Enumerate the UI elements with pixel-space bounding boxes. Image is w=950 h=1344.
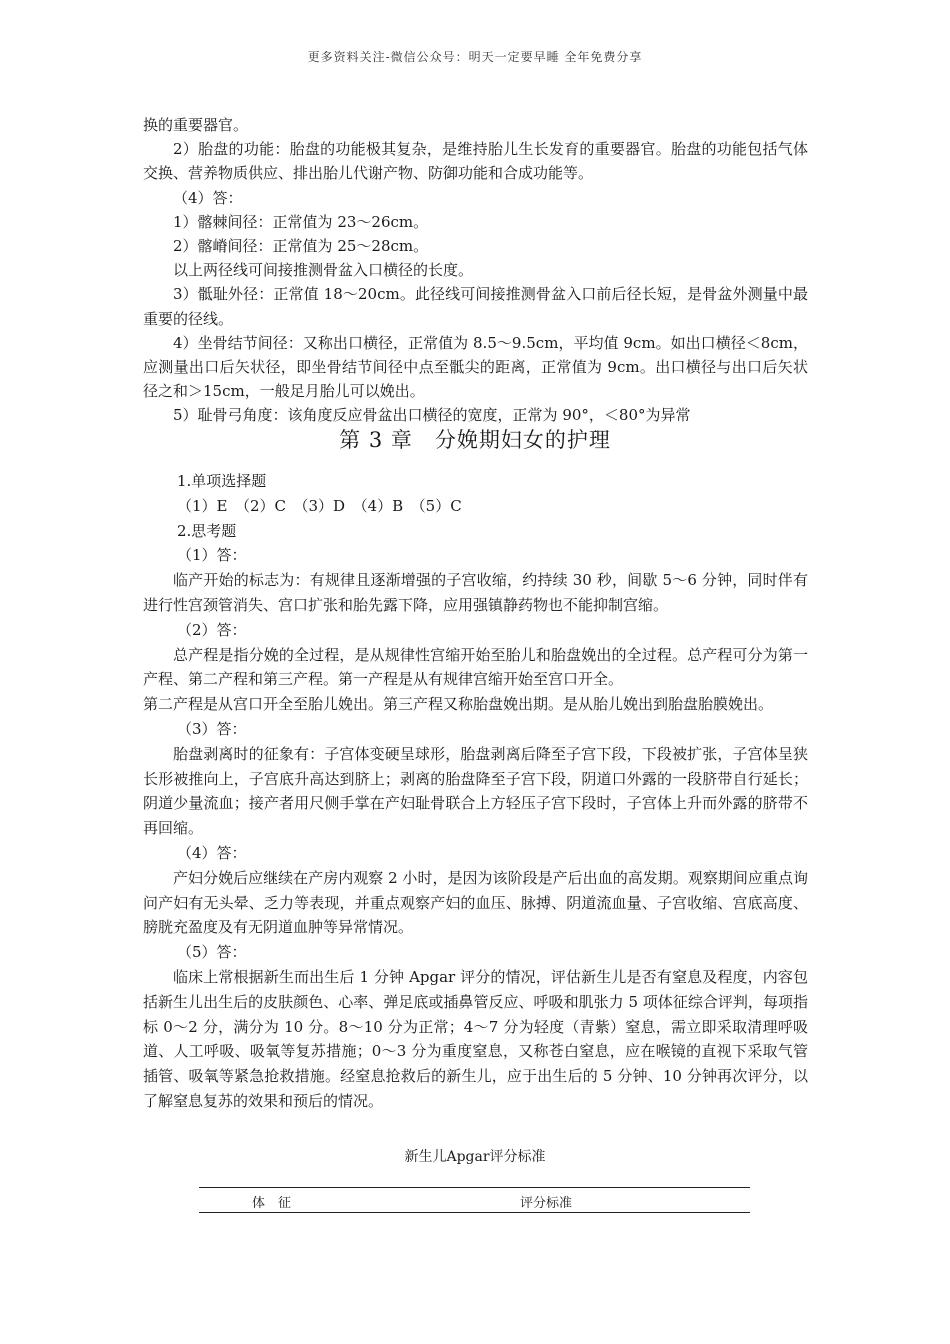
paragraph: 临产开始的标志为：有规律且逐渐增强的子宫收缩，约持续 30 秒，间歇 5～6 分钟，同时伴有进行性宫颈管消失、宫口扩张和胎先露下降，应用强镇静药物也不能抑制宫缩。 (143, 571, 808, 614)
paragraph: 5）耻骨弓角度：该角度反应骨盆出口横径的宽度，正常为 90°，＜80°为异常 (173, 406, 691, 425)
table-header-sign: 体 征 (252, 1196, 292, 1211)
paragraph: 临床上常根据新生而出生后 1 分钟 Apgar 评分的情况，评估新生儿是否有窒息及程度，内容包括新生儿出生后的皮肤颜色、心率、弹足底或插鼻管反应、呼吸和肌张力 5 项体征综合评判，每项指标 0～2 分，满分为 10 分。8～10 分为正常；4～7 分为轻度（青紫）窒息，需立即采取清理呼吸道、人工呼吸、吸氧等复苏措施；0～3 分为重度窒息，又称苍白窒息，应在喉镜的直视下采取气管插管、吸氧等紧急抢救措施。经窒息抢救后的新生儿，应于出生后的 5 分钟、10 分钟再次评分，以了解窒息复苏的效果和预后的情况。 (143, 967, 808, 1110)
paragraph: 1）髂棘间径：正常值为 23～26cm。 (173, 212, 429, 231)
section-a (143, 113, 808, 428)
paragraph: 胎盘剥离时的征象有：子宫体变硬呈球形，胎盘剥离后降至子宫下段，下段被扩张，子宫体呈狭长形被推向上，子宫底升高达到脐上；剥离的胎盘降至子宫下段，阴道口外露的一段脐带自行延长；阴道少量流血；接产者用尺侧手掌在产妇耻骨联合上方轻压子宫下段时，子宫体上升而外露的脐带不再回缩。 (143, 744, 808, 838)
paragraph: 2）髂嵴间径：正常值为 25～28cm。 (173, 237, 429, 256)
section-b (143, 469, 808, 1114)
paragraph: 换的重要器官。 (143, 116, 249, 134)
table-header-score: 评分标准 (520, 1196, 573, 1211)
heading: 1.单项选择题 (177, 472, 267, 490)
paragraph: （4）答： (173, 188, 243, 207)
apgar-table (199, 1187, 750, 1213)
paragraph: 第二产程是从宫口开全至胎儿娩出。第三产程又称胎盘娩出期。是从胎儿娩出到胎盘胎膜娩出。 (143, 695, 774, 714)
question-label: （5）答： (177, 943, 247, 962)
paragraph: 3）骶耻外径：正常值 18～20cm。此径线可间接推测骨盆入口前后径长短，是骨盆外测量中最重要的径线。 (143, 285, 808, 328)
question-label: （3）答： (177, 719, 247, 738)
question-label: （1）答： (177, 546, 247, 565)
paragraph: 2）胎盘的功能：胎盘的功能极其复杂，是维持胎儿生长发育的重要器官。胎盘的功能包括气体交换、营养物质供应、排出胎儿代谢产物、防御功能和合成功能等。 (143, 140, 808, 183)
question-label: （2）答： (177, 620, 247, 639)
answers: （1）E （2）C （3）D （4）B （5）C (177, 496, 462, 515)
paragraph: 总产程是指分娩的全过程，是从规律性宫缩开始至胎儿和胎盘娩出的全过程。总产程可分为第一产程、第二产程和第三产程。第一产程是从有规律宫缩开始至宫口开全。 (143, 645, 808, 689)
question-label: （4）答： (177, 843, 247, 862)
paragraph: 产妇分娩后应继续在产房内观察 2 小时，是因为该阶段是产后出血的高发期。观察期间应重点询问产妇有无头晕、乏力等表现，并重点观察产妇的血压、脉搏、阴道流血量、子宫收缩、宫底高度、膀胱充盈度及有无阴道血肿等异常情况。 (143, 868, 808, 937)
paragraph: 4）坐骨结节间径：又称出口横径，正常值为 8.5～9.5cm，平均值 9cm。如出口横径＜8cm，应测量出口后矢状径，即坐骨结节间径中点至骶尖的距离，正常值为 9cm。出口横径与出口后矢状径之和＞15cm，一般足月胎儿可以娩出。 (143, 333, 808, 401)
paragraph: 以上两径线可间接推测骨盆入口横径的长度。 (173, 261, 474, 280)
table-caption: 新生儿Apgar评分标准 (404, 1149, 546, 1165)
heading: 2.思考题 (177, 521, 237, 540)
page-header: 更多资料关注-微信公众号：明天一定要早睡 全年免费分享 (307, 50, 643, 64)
chapter-title: 第 3 章 分娩期妇女的护理 (339, 428, 611, 452)
